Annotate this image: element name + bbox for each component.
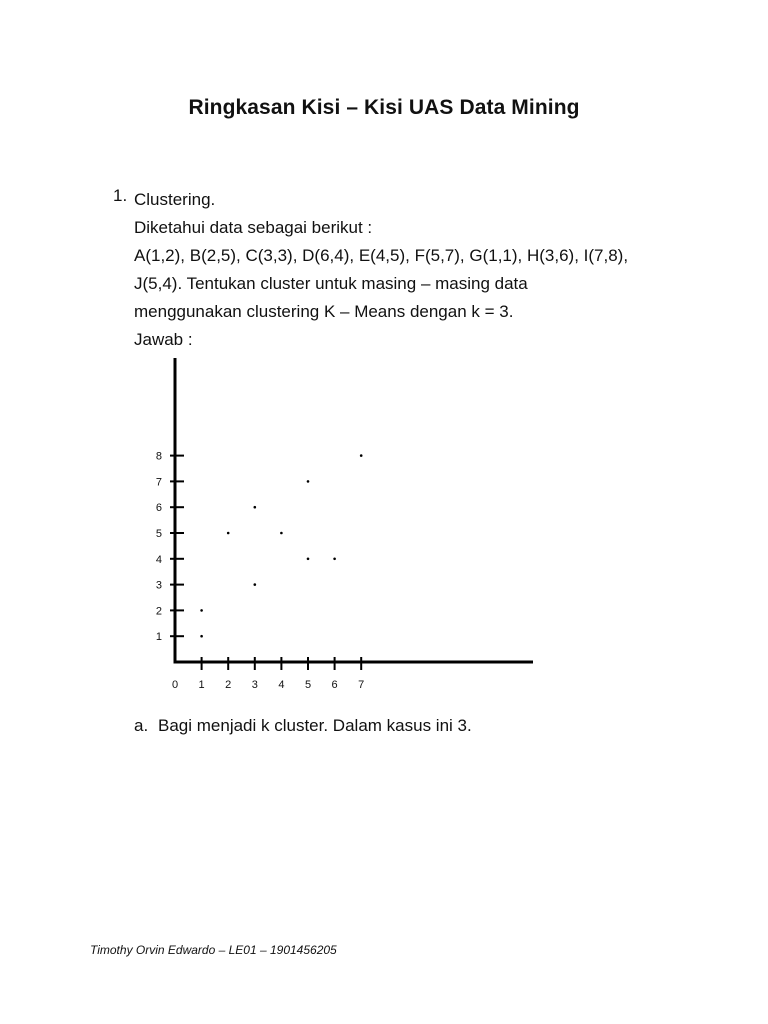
x-tick-label: 5 (304, 679, 312, 691)
data-point (200, 609, 203, 612)
y-tick-label: 6 (155, 502, 162, 515)
question-line: Diketahui data sebagai berikut : (134, 218, 373, 237)
x-tick-label: 2 (225, 679, 232, 691)
y-tick-label: 3 (155, 579, 162, 592)
data-point (307, 558, 310, 561)
question-line: A(1,2), B(2,5), C(3,3), D(6,4), E(4,5), F(5,7), G(1,1), H(3,6), I(7,8), (134, 246, 629, 265)
question-line: Jawab : (134, 330, 193, 349)
x-tick-label: 4 (278, 679, 285, 691)
data-point (307, 480, 310, 483)
data-point (227, 532, 230, 535)
sub-question-a (134, 716, 472, 736)
y-tick-label: 7 (155, 476, 162, 489)
page-title: Ringkasan Kisi – Kisi UAS Data Mining (188, 96, 580, 119)
question-line: menggunakan clustering K – Means dengan k = 3. (134, 302, 514, 321)
x-tick-label: 3 (251, 679, 258, 691)
x-tick-label: 1 (198, 679, 205, 691)
question-line: Clustering. (134, 190, 216, 209)
y-tick-label: 4 (155, 553, 162, 566)
sub-question-text: Bagi menjadi k cluster. Dalam kasus ini 3. (158, 716, 472, 735)
question-number: 1. (113, 186, 128, 205)
scatter-chart (140, 350, 550, 700)
x-tick-label: 7 (358, 679, 365, 691)
data-point (254, 506, 257, 509)
data-point (360, 454, 363, 457)
x-tick-label: 6 (331, 679, 338, 691)
sub-question-letter: a. (134, 716, 149, 735)
question-line: J(5,4). Tentukan cluster untuk masing – masing data (134, 274, 528, 293)
question-body (134, 186, 674, 354)
y-tick-label: 8 (155, 450, 162, 463)
footer-author: Timothy Orvin Edwardo – LE01 – 1901456205 (90, 943, 337, 957)
y-tick-label: 1 (155, 631, 162, 644)
x-tick-label: 0 (171, 679, 179, 691)
data-point (333, 558, 336, 561)
y-tick-label: 2 (155, 605, 162, 618)
data-point (280, 532, 283, 535)
y-tick-label: 5 (155, 528, 162, 540)
data-point (254, 583, 257, 586)
data-point (200, 635, 203, 638)
scatter-chart-svg (140, 350, 550, 700)
